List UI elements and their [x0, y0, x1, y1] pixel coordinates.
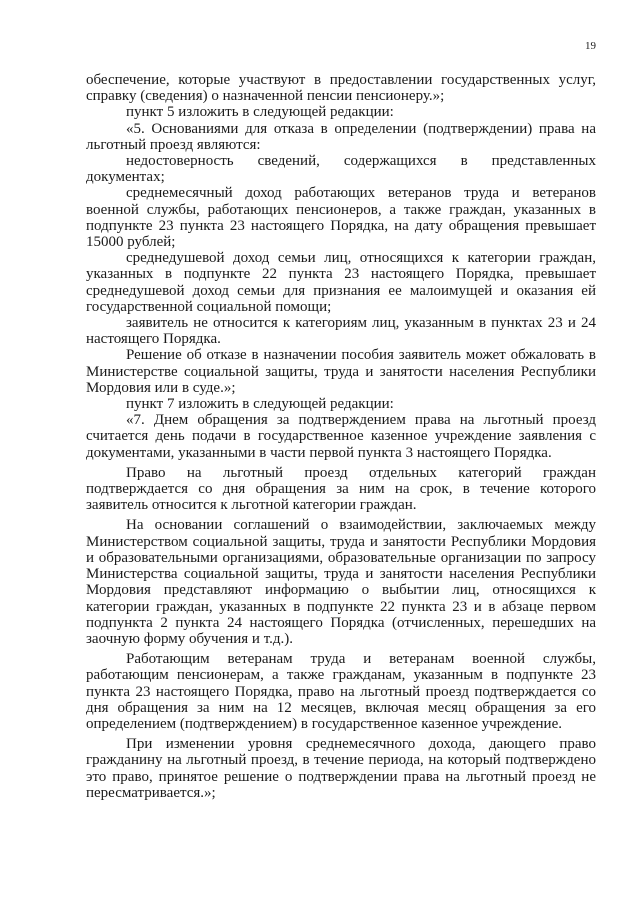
paragraph: заявитель не относится к категориям лиц, указанным в пунктах 23 и 24 настоящего Порядка.	[86, 315, 596, 348]
document-body	[86, 72, 596, 801]
paragraph: недостоверность сведений, содержащихся в представленных документах;	[86, 153, 596, 186]
paragraph: среднедушевой доход семьи лиц, относящихся к категории граждан, указанных в подпункте 22 пункта 23 настоящего Порядка, превышает среднедушевой доход семьи для признания ее малоимущей и оказания ей государственной социальной помощи;	[86, 250, 596, 315]
paragraph: На основании соглашений о взаимодействии, заключаемых между Министерством социальной защиты, труда и занятости Республики Мордовия и образовательными организациями, образовательные организации по запросу Министерства социальной защиты, труда и занятости населения Республики Мордовия представляют информацию о выбытии лиц, относящихся к категории граждан, указанных в подпункте 22 пункта 23 и в абзаце первом подпункта 2 пункта 24 настоящего Порядка (отчисленных, перешедших на заочную форму обучения и т.д.).	[86, 517, 596, 647]
paragraph: среднемесячный доход работающих ветеранов труда и ветеранов военной службы, работающих пенсионеров, а также граждан, указанных в подпункте 23 пункта 23 настоящего Порядка, на дату обращения превышает 15000 рублей;	[86, 185, 596, 251]
paragraph: «7. Днем обращения за подтверждением права на льготный проезд считается день подачи в государственное казенное учреждение заявления с документами, указанными в части первой пункта 3 настоящего Порядка.	[86, 412, 596, 461]
paragraph: При изменении уровня среднемесячного дохода, дающего право гражданину на льготный проезд, в течение периода, на который подтверждено это право, принятое решение о подтверждении права на льготный проезд не пересматривается.»;	[86, 736, 596, 801]
paragraph: «5. Основаниями для отказа в определении (подтверждении) права на льготный проезд являются:	[86, 120, 596, 153]
paragraph: пункт 7 изложить в следующей редакции:	[126, 396, 394, 413]
paragraph: пункт 5 изложить в следующей редакции:	[126, 104, 394, 121]
paragraph: Работающим ветеранам труда и ветеранам военной службы, работающим пенсионерам, а также гражданам, указанным в подпункте 23 пункта 23 настоящего Порядка, право на льготный проезд подтверждается со дня обращения за ним на 12 месяцев, включая месяц обращения за его определением (подтверждением) в государственное казенное учреждение.	[86, 651, 596, 732]
page-number: 19	[585, 40, 596, 52]
paragraph: Право на льготный проезд отдельных категорий граждан подтверждается со дня обращения за ним на срок, в течение которого заявитель относится к льготной категории граждан.	[86, 464, 596, 514]
paragraph: Решение об отказе в назначении пособия заявитель может обжаловать в Министерстве социальной защиты, труда и занятости населения Республики Мордовия или в суде.»;	[86, 347, 596, 396]
paragraph: обеспечение, которые участвуют в предоставлении государственных услуг, справку (сведения) о назначенной пенсии пенсионеру.»;	[86, 72, 596, 105]
